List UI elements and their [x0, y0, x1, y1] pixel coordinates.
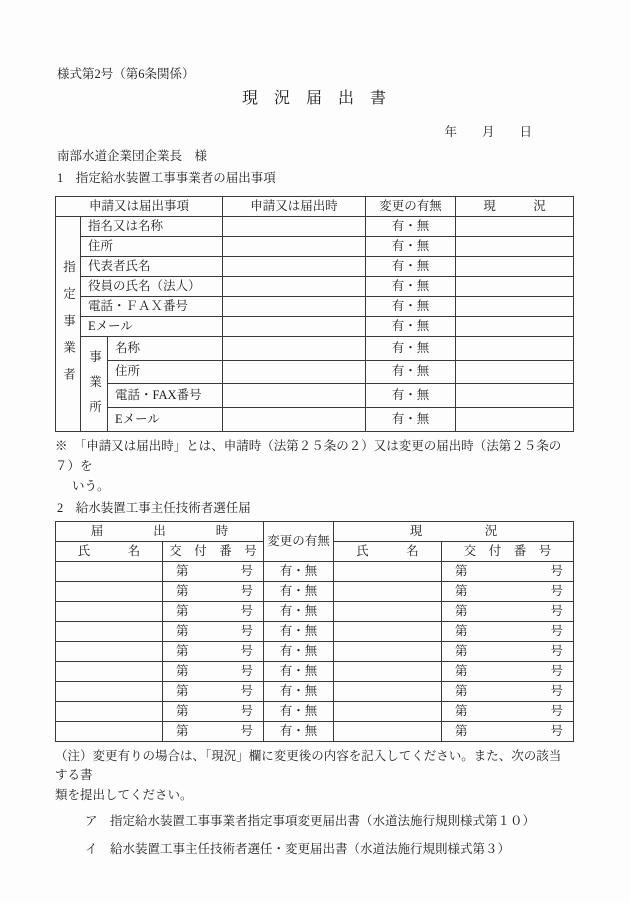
at-time-input-cell[interactable]: [223, 237, 366, 257]
note-line: いう。: [72, 478, 110, 493]
table-row: [56, 317, 574, 337]
name-at-notification-cell[interactable]: [56, 641, 163, 661]
date-line[interactable]: 年 月 日: [444, 125, 532, 139]
name-at-notification-cell[interactable]: [56, 661, 163, 681]
number-suffix: 号: [550, 723, 564, 738]
change-toggle[interactable]: 有・無: [264, 621, 334, 641]
number-prefix: 第: [176, 603, 189, 618]
col-header-permit-number: 交 付 番 号: [442, 541, 574, 561]
permit-number-at-notification-cell[interactable]: [163, 661, 264, 681]
group-label: 指定事業者: [61, 260, 76, 395]
page-title: 現 況 届 出 書: [241, 90, 386, 107]
change-toggle[interactable]: 有・無: [366, 237, 456, 257]
row-label: 名称: [108, 337, 223, 361]
engineer-row: [56, 721, 574, 741]
change-toggle[interactable]: 有・無: [264, 721, 334, 741]
change-toggle[interactable]: 有・無: [366, 360, 456, 384]
change-toggle[interactable]: 有・無: [264, 641, 334, 661]
engineer-row: [56, 561, 574, 581]
change-toggle[interactable]: 有・無: [264, 661, 334, 681]
current-name-cell[interactable]: [334, 621, 442, 641]
change-toggle[interactable]: 有・無: [366, 384, 456, 408]
current-input-cell[interactable]: [456, 384, 574, 408]
name-at-notification-cell[interactable]: [56, 561, 163, 581]
number-prefix: 第: [455, 683, 468, 698]
number-prefix: 第: [455, 603, 468, 618]
row-label: 指名又は名称: [81, 217, 223, 237]
current-permit-number-cell[interactable]: [442, 721, 574, 741]
number-prefix: 第: [455, 583, 468, 598]
col-header-name: 氏 名: [56, 541, 163, 561]
row-label: Eメール: [81, 317, 223, 337]
number-suffix: 号: [550, 643, 564, 658]
subgroup-label-cell: [81, 337, 108, 432]
current-permit-number-cell[interactable]: [442, 641, 574, 661]
engineer-row: [56, 701, 574, 721]
change-toggle[interactable]: 有・無: [264, 581, 334, 601]
change-toggle[interactable]: 有・無: [366, 257, 456, 277]
change-toggle[interactable]: 有・無: [264, 701, 334, 721]
number-prefix: 第: [455, 723, 468, 738]
number-prefix: 第: [176, 683, 189, 698]
engineer-row: [56, 681, 574, 701]
current-name-cell[interactable]: [334, 701, 442, 721]
table-row: [56, 360, 574, 384]
table1-header-row: [56, 197, 574, 217]
row-label: 住所: [81, 237, 223, 257]
current-input-cell[interactable]: [456, 337, 574, 361]
table-row: [56, 257, 574, 277]
number-suffix: 号: [550, 583, 564, 598]
name-at-notification-cell[interactable]: [56, 581, 163, 601]
col-header-permit-number: 交 付 番 号: [163, 541, 264, 561]
col-header-at-time: 申請又は届出時: [223, 197, 366, 217]
table-row: [56, 384, 574, 408]
business-operator-table: [55, 196, 574, 432]
note-line: 類を提出してください。: [55, 787, 193, 802]
note-asterisk: [55, 436, 573, 496]
change-toggle[interactable]: 有・無: [264, 601, 334, 621]
addressee: 南部水道企業団企業長 様: [57, 149, 208, 163]
number-prefix: 第: [455, 623, 468, 638]
current-input-cell[interactable]: [456, 360, 574, 384]
at-time-input-cell[interactable]: [223, 337, 366, 361]
number-prefix: 第: [455, 663, 468, 678]
section1-heading: 1 指定給水装置工事事業者の届出事項: [57, 171, 276, 185]
number-prefix: 第: [455, 563, 468, 578]
table-row: [56, 277, 574, 297]
permit-number-at-notification-cell[interactable]: [163, 641, 264, 661]
name-at-notification-cell[interactable]: [56, 701, 163, 721]
change-toggle[interactable]: 有・無: [264, 681, 334, 701]
row-label: 役員の氏名（法人）: [81, 277, 223, 297]
at-time-input-cell[interactable]: [223, 384, 366, 408]
at-time-input-cell[interactable]: [223, 217, 366, 237]
current-permit-number-cell[interactable]: [442, 621, 574, 641]
number-suffix: 号: [240, 683, 254, 698]
permit-number-at-notification-cell[interactable]: [163, 621, 264, 641]
col-header-at-notification: 届 出 時: [56, 521, 264, 541]
at-time-input-cell[interactable]: [223, 407, 366, 431]
number-suffix: 号: [240, 723, 254, 738]
group-label-cell: [56, 217, 81, 432]
change-toggle[interactable]: 有・無: [366, 407, 456, 431]
current-name-cell[interactable]: [334, 721, 442, 741]
col-header-change: 変更の有無: [264, 521, 334, 561]
engineer-row: [56, 641, 574, 661]
current-name-cell[interactable]: [334, 641, 442, 661]
attachment-item-a: ア 指定給水装置工事事業者指定事項変更届出書（水道法施行規則様式第１０）: [85, 814, 536, 828]
name-at-notification-cell[interactable]: [56, 601, 163, 621]
number-prefix: 第: [176, 583, 189, 598]
number-prefix: 第: [176, 623, 189, 638]
col-header-change: 変更の有無: [366, 197, 456, 217]
change-toggle[interactable]: 有・無: [366, 277, 456, 297]
current-name-cell[interactable]: [334, 661, 442, 681]
change-toggle[interactable]: 有・無: [366, 297, 456, 317]
name-at-notification-cell[interactable]: [56, 721, 163, 741]
engineer-row: [56, 661, 574, 681]
col-header-name: 氏 名: [334, 541, 442, 561]
number-suffix: 号: [240, 663, 254, 678]
current-input-cell[interactable]: [456, 317, 574, 337]
number-suffix: 号: [550, 703, 564, 718]
number-suffix: 号: [550, 623, 564, 638]
current-input-cell[interactable]: [456, 407, 574, 431]
current-name-cell[interactable]: [334, 681, 442, 701]
note-caution: [55, 747, 573, 806]
at-time-input-cell[interactable]: [223, 360, 366, 384]
section2-heading: 2 給水装置工事主任技術者選任届: [57, 500, 251, 515]
number-suffix: 号: [240, 563, 254, 578]
current-input-cell[interactable]: [456, 217, 574, 237]
subgroup-label: 事業所: [87, 349, 102, 425]
current-permit-number-cell[interactable]: [442, 601, 574, 621]
current-input-cell[interactable]: [456, 237, 574, 257]
current-permit-number-cell[interactable]: [442, 581, 574, 601]
attachment-item-b: イ 給水装置工事主任技術者選任・変更届出書（水道法施行規則様式第３）: [85, 842, 511, 856]
number-suffix: 号: [550, 663, 564, 678]
number-suffix: 号: [550, 683, 564, 698]
current-permit-number-cell[interactable]: [442, 561, 574, 581]
permit-number-at-notification-cell[interactable]: [163, 721, 264, 741]
permit-number-at-notification-cell[interactable]: [163, 701, 264, 721]
permit-number-at-notification-cell[interactable]: [163, 561, 264, 581]
number-suffix: 号: [240, 643, 254, 658]
number-suffix: 号: [240, 703, 254, 718]
engineer-row: [56, 601, 574, 621]
current-input-cell[interactable]: [456, 297, 574, 317]
permit-number-at-notification-cell[interactable]: [163, 681, 264, 701]
number-prefix: 第: [176, 563, 189, 578]
table-row: [56, 237, 574, 257]
change-toggle[interactable]: 有・無: [366, 217, 456, 237]
number-prefix: 第: [176, 703, 189, 718]
row-label: Eメール: [108, 407, 223, 431]
table-row: [56, 407, 574, 431]
col-header-current: 現 況: [334, 521, 574, 541]
name-at-notification-cell[interactable]: [56, 681, 163, 701]
number-suffix: 号: [240, 603, 254, 618]
col-header-current: 現 況: [456, 197, 574, 217]
change-toggle[interactable]: 有・無: [264, 561, 334, 581]
current-name-cell[interactable]: [334, 561, 442, 581]
engineer-row: [56, 581, 574, 601]
number-prefix: 第: [176, 723, 189, 738]
change-toggle[interactable]: 有・無: [366, 337, 456, 361]
table-row: [56, 297, 574, 317]
current-input-cell[interactable]: [456, 257, 574, 277]
table2-header-row: [56, 521, 574, 541]
current-name-cell[interactable]: [334, 581, 442, 601]
row-label: 電話・FAX番号: [108, 384, 223, 408]
current-input-cell[interactable]: [456, 277, 574, 297]
at-time-input-cell[interactable]: [223, 317, 366, 337]
number-suffix: 号: [550, 603, 564, 618]
number-suffix: 号: [240, 583, 254, 598]
number-prefix: 第: [176, 643, 189, 658]
number-suffix: 号: [240, 623, 254, 638]
number-prefix: 第: [455, 703, 468, 718]
at-time-input-cell[interactable]: [223, 297, 366, 317]
at-time-input-cell[interactable]: [223, 277, 366, 297]
permit-number-at-notification-cell[interactable]: [163, 601, 264, 621]
change-toggle[interactable]: 有・無: [366, 317, 456, 337]
table-row: [56, 217, 574, 237]
row-label: 電話・ＦＡＸ番号: [81, 297, 223, 317]
row-label: 代表者氏名: [81, 257, 223, 277]
form-number: 様式第2号（第6条関係）: [57, 67, 195, 81]
table-row: [56, 337, 574, 361]
engineer-row: [56, 621, 574, 641]
current-permit-number-cell[interactable]: [442, 681, 574, 701]
col-header-item: 申請又は届出事項: [56, 197, 223, 217]
permit-number-at-notification-cell[interactable]: [163, 581, 264, 601]
current-permit-number-cell[interactable]: [442, 661, 574, 681]
number-suffix: 号: [550, 563, 564, 578]
at-time-input-cell[interactable]: [223, 257, 366, 277]
current-permit-number-cell[interactable]: [442, 701, 574, 721]
number-prefix: 第: [455, 643, 468, 658]
note-line: ※ 「申請又は届出時」とは、申請時（法第２５条の２）又は変更の届出時（法第２５条の７）を: [55, 438, 562, 473]
chief-engineer-table: [55, 521, 574, 742]
row-label: 住所: [108, 360, 223, 384]
name-at-notification-cell[interactable]: [56, 621, 163, 641]
number-prefix: 第: [176, 663, 189, 678]
current-name-cell[interactable]: [334, 601, 442, 621]
note-line: （注）変更有りの場合は、「現況」欄に変更後の内容を記入してください。また、次の該当する書: [55, 748, 562, 782]
